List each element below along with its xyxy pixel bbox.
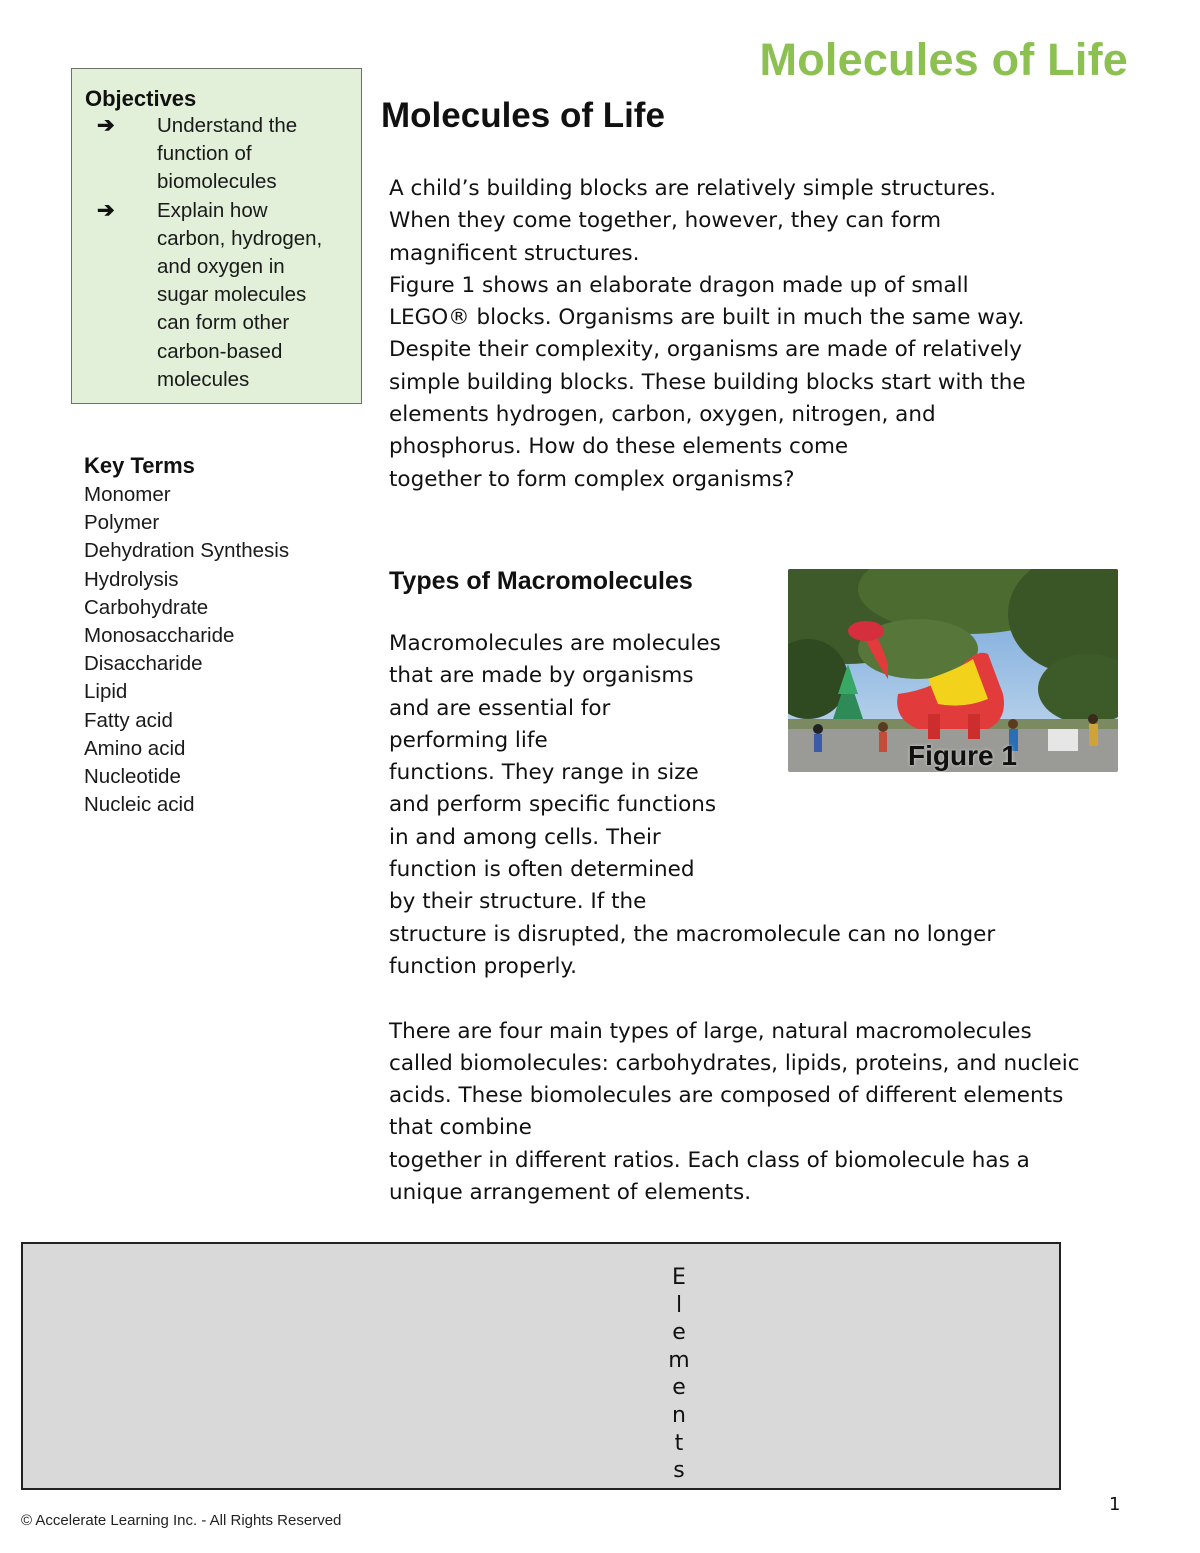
paragraph-line: function properly. — [389, 953, 578, 979]
objective-line: carbon-based — [157, 339, 283, 363]
key-term: Polymer — [84, 511, 160, 535]
paragraph-line: LEGO® blocks. Organisms are built in much the same way. — [389, 305, 1025, 331]
paragraph-line: unique arrangement of elements. — [389, 1180, 752, 1206]
paragraph-line: that are made by organisms — [389, 663, 694, 689]
paragraph-line: Despite their complexity, organisms are made of relatively — [389, 337, 1022, 363]
key-term: Monomer — [84, 483, 171, 506]
key-terms-list — [84, 451, 289, 819]
header-letter: m — [668, 1347, 690, 1373]
objective-line: Understand the — [157, 114, 298, 137]
paragraph-line: by their structure. If the — [389, 889, 647, 915]
figure-caption: Figure 1 — [908, 740, 1017, 771]
paragraph-line: together in different ratios. Each class of biomolecule has a — [389, 1147, 1030, 1173]
key-term: Disaccharide — [84, 652, 203, 676]
paragraph-line: function is often determined — [389, 857, 695, 883]
key-term: Dehydration Synthesis — [84, 539, 290, 563]
paragraph-line: called biomolecules: carbohydrates, lipids, proteins, and nucleic — [389, 1050, 1080, 1076]
paragraph-line: and are essential for — [389, 695, 611, 721]
paragraph-line: phosphorus. How do these elements come — [389, 434, 849, 460]
header-letter: t — [674, 1430, 684, 1456]
key-term: Carbohydrate — [84, 595, 209, 619]
main-title: Molecules of Life — [381, 96, 665, 135]
objective-line: molecules — [157, 367, 250, 391]
page-number: 1 — [1109, 1494, 1121, 1515]
header-letter: l — [675, 1292, 683, 1318]
copyright-notice: © Accelerate Learning Inc. - All Rights Reserved — [21, 1512, 342, 1529]
paragraph-line: acids. These biomolecules are composed of different elements — [389, 1083, 1064, 1109]
paragraph-line: that combine — [389, 1115, 532, 1141]
key-terms-title: Key Terms — [84, 453, 195, 478]
paragraph-line: Figure 1 shows an elaborate dragon made up of small — [389, 272, 969, 298]
paragraph-line: in and among cells. Their — [389, 824, 661, 850]
key-term: Monosaccharide — [84, 624, 235, 648]
objective-line: can form other — [157, 311, 290, 335]
objective-text — [157, 112, 342, 197]
key-term: Amino acid — [84, 736, 186, 760]
key-term: Hydrolysis — [84, 567, 179, 591]
key-term: Nucleotide — [84, 765, 181, 789]
header-letter: e — [672, 1375, 686, 1401]
paragraph-line: A child’s building blocks are relatively simple structures. — [389, 176, 997, 201]
page-header-title: Molecules of Life — [759, 34, 1128, 85]
paragraph-line: When they come together, however, they can form — [389, 208, 942, 234]
paragraph-gap — [389, 983, 1159, 1015]
paragraph-line: There are four main types of large, natural macromolecules — [389, 1018, 1032, 1044]
elements-column-header — [665, 1264, 693, 1485]
objective-line: sugar molecules — [157, 283, 307, 307]
header-letter: s — [673, 1458, 685, 1484]
macromolecules-paragraph — [389, 628, 1159, 1209]
arrow-icon: ➔ — [97, 114, 115, 137]
objective-line: carbon, hydrogen, — [157, 226, 323, 250]
objective-line: and oxygen in — [157, 255, 285, 279]
paragraph-line: performing life — [389, 727, 548, 753]
objective-item — [85, 112, 351, 197]
objectives-title: Objectives — [85, 86, 197, 111]
header-letter: e — [672, 1320, 686, 1346]
objective-item — [85, 197, 351, 394]
section-title: Types of Macromolecules — [389, 567, 693, 595]
key-term: Fatty acid — [84, 708, 173, 732]
objective-line: function of — [157, 142, 252, 166]
arrow-icon: ➔ — [97, 198, 115, 222]
header-letter: n — [672, 1402, 686, 1428]
key-term: Lipid — [84, 680, 128, 704]
paragraph-line: together to form complex organisms? — [389, 466, 795, 492]
objective-line: Explain how — [157, 198, 268, 222]
header-letter: E — [672, 1265, 686, 1290]
paragraph-line: Macromolecules are molecules — [389, 631, 721, 656]
paragraph-line: magnificent structures. — [389, 240, 640, 266]
key-term: Nucleic acid — [84, 793, 195, 817]
paragraph-line: simple building blocks. These building blocks start with the — [389, 369, 1026, 395]
intro-paragraph — [389, 173, 1149, 496]
paragraph-line: functions. They range in size — [389, 760, 699, 786]
objective-text — [157, 197, 342, 394]
objective-line: biomolecules — [157, 170, 277, 194]
objectives-box — [71, 68, 362, 404]
paragraph-line: structure is disrupted, the macromolecule can no longer — [389, 921, 996, 947]
elements-table — [21, 1242, 1061, 1490]
paragraph-line: and perform specific functions — [389, 792, 717, 818]
paragraph-line: elements hydrogen, carbon, oxygen, nitrogen, and — [389, 402, 936, 428]
